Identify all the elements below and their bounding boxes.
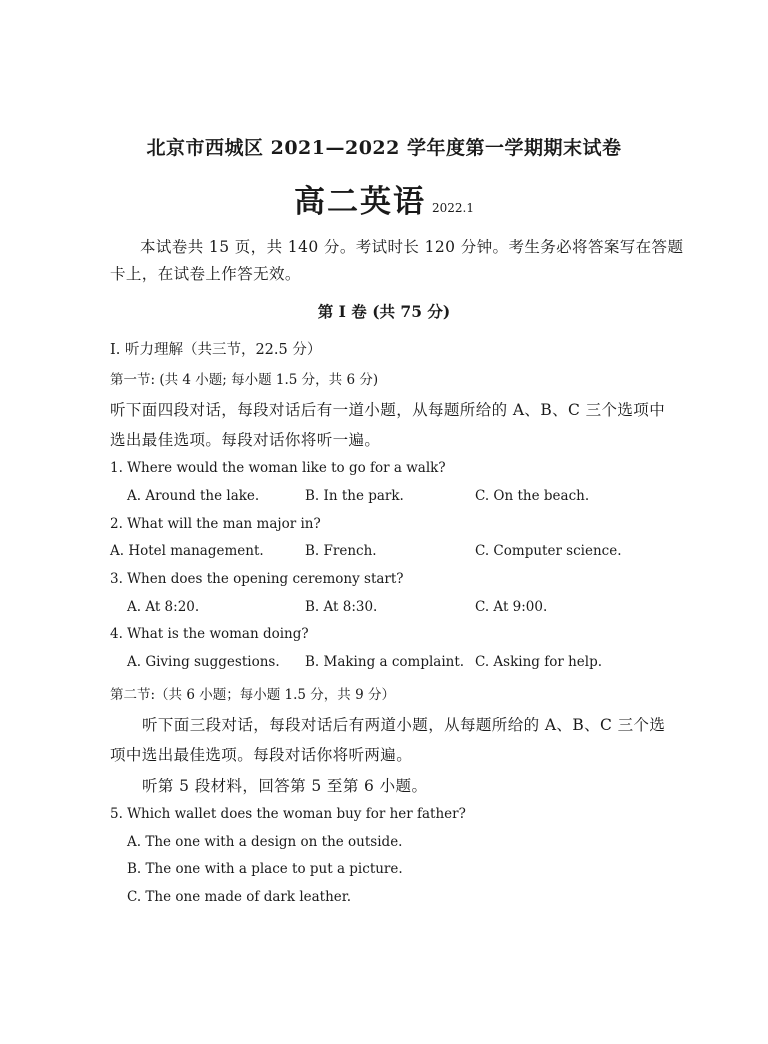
sec1-instruction-2: 选出最佳选项。每段对话你将听一遍。: [110, 431, 381, 449]
sec2-instruction-2: 项中选出最佳选项。每段对话你将听两遍。: [110, 746, 413, 764]
q3-option-b: B. At 8:30.: [305, 599, 378, 615]
sec1-instruction-1: 听下面四段对话，每段对话后有一道小题，从每题所给的 A、B、C 三个选项中: [110, 401, 666, 419]
q4-option-b: B. Making a complaint.: [305, 654, 465, 670]
q5-option-c: C. The one made of dark leather.: [127, 889, 352, 905]
q4-option-c: C. Asking for help.: [475, 654, 603, 670]
exam-title: 北京市西城区 2021—2022 学年度第一学期期末试卷: [146, 137, 622, 159]
q5-option-b: B. The one with a place to put a picture.: [127, 861, 403, 877]
subject-title: 高二英语: [294, 184, 426, 220]
q1-option-a: A. Around the lake.: [127, 488, 260, 504]
question-5: 5. Which wallet does the woman buy for her father?: [110, 806, 466, 822]
q5-option-a: A. The one with a design on the outside.: [127, 834, 403, 850]
exam-date: 2022.1: [432, 201, 474, 215]
subject-row: [0, 176, 768, 221]
q3-option-a: A. At 8:20.: [127, 599, 200, 615]
q2-option-a: A. Hotel management.: [110, 543, 264, 559]
q3-option-c: C. At 9:00.: [475, 599, 548, 615]
question-4: 4. What is the woman doing?: [110, 626, 309, 642]
q1-option-c: C. On the beach.: [475, 488, 590, 504]
intro-line-1: 本试卷共 15 页，共 140 分。考试时长 120 分钟。考生务必将答案写在答题: [140, 238, 684, 256]
sec2-title: 第二节:（共 6 小题；每小题 1.5 分，共 9 分）: [110, 687, 395, 703]
q4-option-a: A. Giving suggestions.: [127, 654, 280, 670]
question-1: 1. Where would the woman like to go for a walk?: [110, 460, 446, 476]
sec2-instruction-3: 听第 5 段材料，回答第 5 至第 6 小题。: [142, 777, 428, 795]
part-heading: 第 I 卷 (共 75 分): [317, 302, 451, 321]
question-2: 2. What will the man major in?: [110, 516, 321, 532]
q1-option-b: B. In the park.: [305, 488, 404, 504]
section-title: I. 听力理解（共三节，22.5 分）: [110, 342, 322, 358]
q2-option-b: B. French.: [305, 543, 377, 559]
sec2-instruction-1: 听下面三段对话，每段对话后有两道小题，从每题所给的 A、B、C 三个选: [142, 716, 666, 734]
question-3: 3. When does the opening ceremony start?: [110, 571, 404, 587]
sec1-title: 第一节: (共 4 小题; 每小题 1.5 分，共 6 分): [110, 372, 379, 388]
intro-line-2: 卡上，在试卷上作答无效。: [110, 265, 301, 283]
q2-option-c: C. Computer science.: [475, 543, 622, 559]
